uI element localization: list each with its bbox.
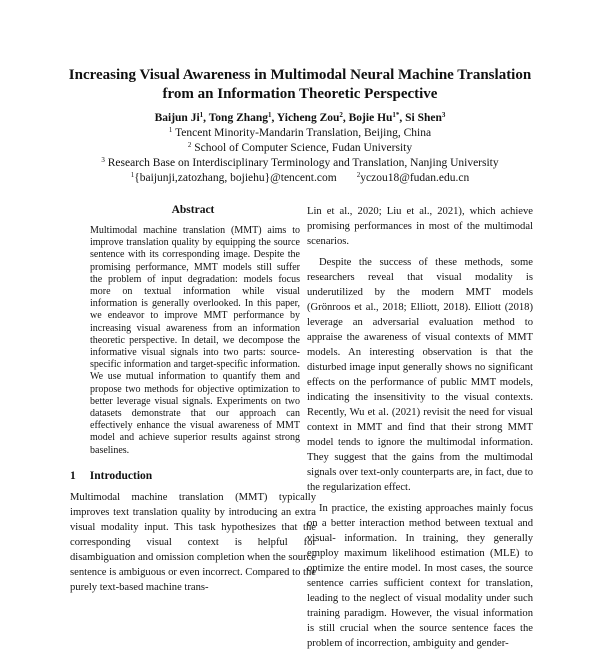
affiliation-sup: 1 xyxy=(168,126,173,134)
author-name: Yicheng Zou xyxy=(276,112,340,124)
affiliation-sup: 3 xyxy=(101,156,105,164)
title-line-2: from an Information Theoretic Perspective xyxy=(162,86,438,102)
author-names: Baijun Ji$^1$, Tong Zhang$^1$, Yicheng Zou$^2$, Bojie $Hu^{1*}$, Si Shen$^3$ xyxy=(154,111,446,124)
title-line-1: Increasing Visual Awareness in Multimodal Neural Machine Translation xyxy=(68,67,532,83)
affiliation xyxy=(0,156,600,171)
abstract-text: Multimodal machine translation (MMT) aims to improve translation quality by equipping the source sentence with its corresponding image. Despite the promising performance, MMT models still suffer the problem of input degradation: models focus more on textual information while visual information is generally overlooked. In this paper, we endeavor to improve MMT performance by increasing visual awareness from an information theoretic perspective. In detail, we decompose the informative visual signals into two parts: source-specific information and target-specific information. We use mutual information to quantify them and propose two methods for objective optimization to better leverage visual signals. Experiments on two datasets demonstrate that our approach can effectively enhance the visual awareness of MMT model and achieve superior results against strong baselines. xyxy=(90,225,300,456)
section-heading-introduction xyxy=(70,470,316,482)
email-sup: 2 xyxy=(356,171,361,179)
author-name: Bojie Hu xyxy=(348,112,393,124)
body-paragraph: Despite the success of these methods, some researchers reveal that visual modality is underutilized by the modern MMT models (Grönroos et al., 2018; Elliott, 2018). Elliott (2018) leverage an adversarial evaluation method to appraise the awareness of visual contexts of MMT models. An interesting observation is that the disturbed image input generally shows no significant effects on the performance of public MMT models, indicating the insensitivity to the visual contexts. Recently, Wu et al. (2021) revisit the need for visual context in MMT and find that their strong MMT model tends to ignore the multimodal information. They suggest that the gains from the multimodal signals over text-only counterparts are, in fact, due to the regularization effect. xyxy=(307,257,533,493)
affiliation xyxy=(0,141,600,156)
affiliation-text: Tencent Minority-Mandarin Translation, Beijing, China xyxy=(175,127,432,139)
introduction-text: Multimodal machine translation (MMT) typically improves text translation quality by introducing an extra visual modality input. This task hypothesizes that the corresponding visual context is helpful for disambiguation and omission completion when the source sentence is ambiguous or even incorrect. Compared to the purely text-based machine trans- xyxy=(70,491,316,593)
affiliation-sup: 2 xyxy=(187,141,192,149)
affiliation-text: Research Base on Interdisciplinary Terminology and Translation, Nanjing University xyxy=(107,157,499,169)
email-fudan: yczou18@fudan.edu.cn xyxy=(360,172,470,184)
abstract-heading: Abstract xyxy=(171,204,215,216)
author-name: Tong Zhang xyxy=(208,112,269,124)
section-number: 1 xyxy=(70,469,76,482)
email-tencent: {baijunji,zatozhang, bojiehu}@tencent.com xyxy=(134,172,337,184)
paper-title xyxy=(0,66,600,104)
author-sup: 1 xyxy=(268,111,272,119)
author-name: Baijun Ji xyxy=(154,112,200,124)
affiliation xyxy=(0,126,600,141)
left-column xyxy=(70,204,316,595)
author-sup: 1* xyxy=(392,111,400,119)
author-sup: 1 xyxy=(199,111,204,119)
author-sup: 2 xyxy=(339,111,343,119)
author-block xyxy=(0,111,600,186)
body-paragraph: Lin et al., 2020; Liu et al., 2021), which achieve promising performances in most of the multimodal scenarios. xyxy=(307,206,533,247)
section-title: Introduction xyxy=(89,469,153,482)
author-name: Si Shen xyxy=(405,112,442,124)
right-column xyxy=(307,204,533,657)
affiliation-text: School of Computer Science, Fudan University xyxy=(194,142,413,154)
body-paragraph: In practice, the existing approaches mainly focus on a better interaction method between textual and visual- information. In training, they generally employ maximum likelihood estimation (MLE) to optimize the entire model. In most cases, the source sentence carries sufficient context for translation, leading to the neglect of visual modality under such training paradigm. However, the visual information is still crucial when the source sentence faces the problem of incorrection, ambiguity and gender- xyxy=(307,503,533,649)
emails xyxy=(0,171,600,186)
author-sup: 3 xyxy=(441,111,446,119)
email-sup: 1 xyxy=(130,171,135,179)
